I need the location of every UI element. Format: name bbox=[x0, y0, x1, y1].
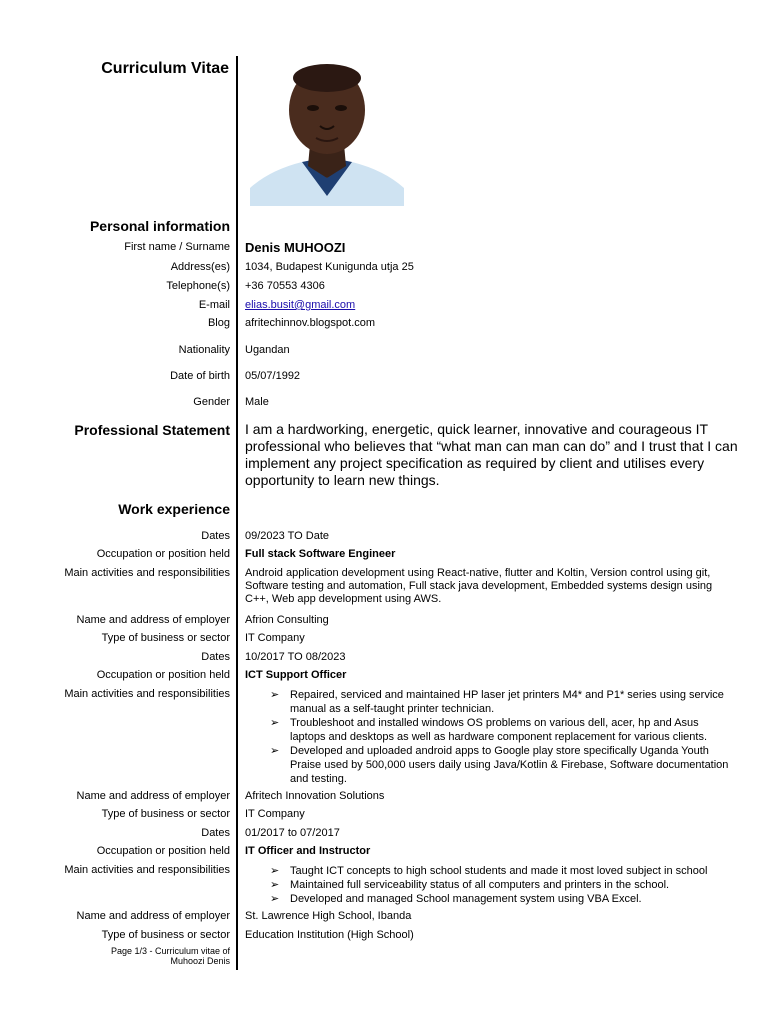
label-employer: Name and address of employer bbox=[76, 614, 230, 626]
job-dates: 01/2017 to 07/2017 bbox=[245, 827, 340, 839]
label-occupation: Occupation or position held bbox=[96, 845, 230, 857]
label-dates: Dates bbox=[201, 651, 230, 663]
footer-line-2: Muhoozi Denis bbox=[170, 956, 230, 966]
value-blog: afritechinnov.blogspot.com bbox=[245, 317, 376, 329]
label-activities: Main activities and responsibilities bbox=[64, 567, 230, 579]
label-address: Address(es) bbox=[170, 261, 230, 273]
job-employer: St. Lawrence High School, Ibanda bbox=[245, 910, 412, 922]
label-business: Type of business or sector bbox=[101, 808, 230, 820]
label-employer: Name and address of employer bbox=[76, 790, 230, 802]
document-title: Curriculum Vitae bbox=[101, 60, 229, 77]
label-occupation: Occupation or position held bbox=[96, 548, 230, 560]
label-business: Type of business or sector bbox=[101, 632, 230, 644]
value-name: Denis MUHOOZI bbox=[245, 240, 346, 255]
label-email: E-mail bbox=[198, 299, 230, 311]
job-business: IT Company bbox=[245, 632, 305, 644]
value-nationality: Ugandan bbox=[245, 344, 290, 356]
job-dates: 10/2017 TO 08/2023 bbox=[245, 651, 346, 663]
job-business: IT Company bbox=[245, 808, 305, 820]
job-activities-text: Android application development using React-native, flutter and Koltin, Version control using git, Software testing and automation, Full stack java development, Embedded systems design using C++, Web app development using AWS. bbox=[245, 567, 713, 605]
statement-text: I am a hardworking, energetic, quick learner, innovative and courageous IT professional who believes that “what man can man can do” and I trust that I can implement any project specification as required by client and utilises every opportunity to learn new things. bbox=[245, 421, 738, 488]
arrowhead-bullet-icon: ➢ bbox=[270, 893, 280, 905]
label-dates: Dates bbox=[201, 530, 230, 542]
profile-photo bbox=[250, 62, 404, 206]
list-item: ➢ Repaired, serviced and maintained HP laser jet printers M4* and P1* series using service manual as a self-taught printer technician. bbox=[270, 689, 724, 715]
label-dob: Date of birth bbox=[170, 370, 230, 382]
job-activities-list bbox=[270, 688, 730, 786]
job-occupation: IT Officer and Instructor bbox=[245, 845, 371, 857]
arrowhead-bullet-icon: ➢ bbox=[270, 717, 280, 729]
arrowhead-bullet-icon: ➢ bbox=[270, 689, 280, 701]
page-footer bbox=[111, 946, 230, 966]
section-work-experience: Work experience bbox=[118, 501, 230, 517]
arrowhead-bullet-icon: ➢ bbox=[270, 745, 280, 757]
job-business: Education Institution (High School) bbox=[245, 929, 414, 941]
footer-line-1: Page 1/3 - Curriculum vitae of bbox=[110, 946, 230, 956]
list-item: ➢ Taught ICT concepts to high school students and made it most loved subject in school bbox=[270, 865, 708, 877]
label-telephone: Telephone(s) bbox=[166, 280, 230, 292]
column-divider bbox=[236, 56, 238, 970]
label-nationality: Nationality bbox=[178, 344, 230, 356]
label-name: First name / Surname bbox=[124, 241, 230, 253]
value-gender: Male bbox=[245, 396, 269, 408]
job-occupation: ICT Support Officer bbox=[245, 669, 347, 681]
label-activities: Main activities and responsibilities bbox=[64, 864, 230, 876]
value-telephone: +36 70553 4306 bbox=[245, 280, 325, 292]
list-item: ➢ Developed and uploaded android apps to Google play store specifically Uganda Youth Praise used by 500,000 users daily using Java/Kotlin & Firebase, Software documentation and testing. bbox=[270, 745, 729, 785]
section-personal-information: Personal information bbox=[89, 218, 230, 234]
job-employer: Afrion Consulting bbox=[245, 614, 329, 626]
arrowhead-bullet-icon: ➢ bbox=[270, 865, 280, 877]
portrait-image bbox=[250, 62, 404, 206]
job-activities-list bbox=[270, 864, 730, 906]
label-blog: Blog bbox=[207, 317, 230, 329]
email-link[interactable]: elias.busit@gmail.com bbox=[245, 299, 356, 311]
list-item: ➢ Developed and managed School management system using VBA Excel. bbox=[270, 893, 642, 905]
label-business: Type of business or sector bbox=[101, 929, 230, 941]
label-dates: Dates bbox=[201, 827, 230, 839]
label-activities: Main activities and responsibilities bbox=[64, 688, 230, 700]
label-gender: Gender bbox=[193, 396, 230, 408]
list-item: ➢ Troubleshoot and installed windows OS problems on various dell, acer, hp and Asus laptops and desktops as well as hardware component replacement for various clients. bbox=[270, 717, 708, 743]
label-occupation: Occupation or position held bbox=[96, 669, 230, 681]
value-address: 1034, Budapest Kunigunda utja 25 bbox=[245, 261, 414, 273]
value-dob: 05/07/1992 bbox=[245, 370, 301, 382]
job-occupation: Full stack Software Engineer bbox=[245, 548, 396, 560]
list-item: ➢ Maintained full serviceability status of all computers and printers in the school. bbox=[270, 879, 670, 891]
section-professional-statement: Professional Statement bbox=[74, 422, 230, 438]
label-employer: Name and address of employer bbox=[76, 910, 230, 922]
arrowhead-bullet-icon: ➢ bbox=[270, 879, 280, 891]
job-employer: Afritech Innovation Solutions bbox=[245, 790, 385, 802]
job-dates: 09/2023 TO Date bbox=[245, 530, 329, 542]
